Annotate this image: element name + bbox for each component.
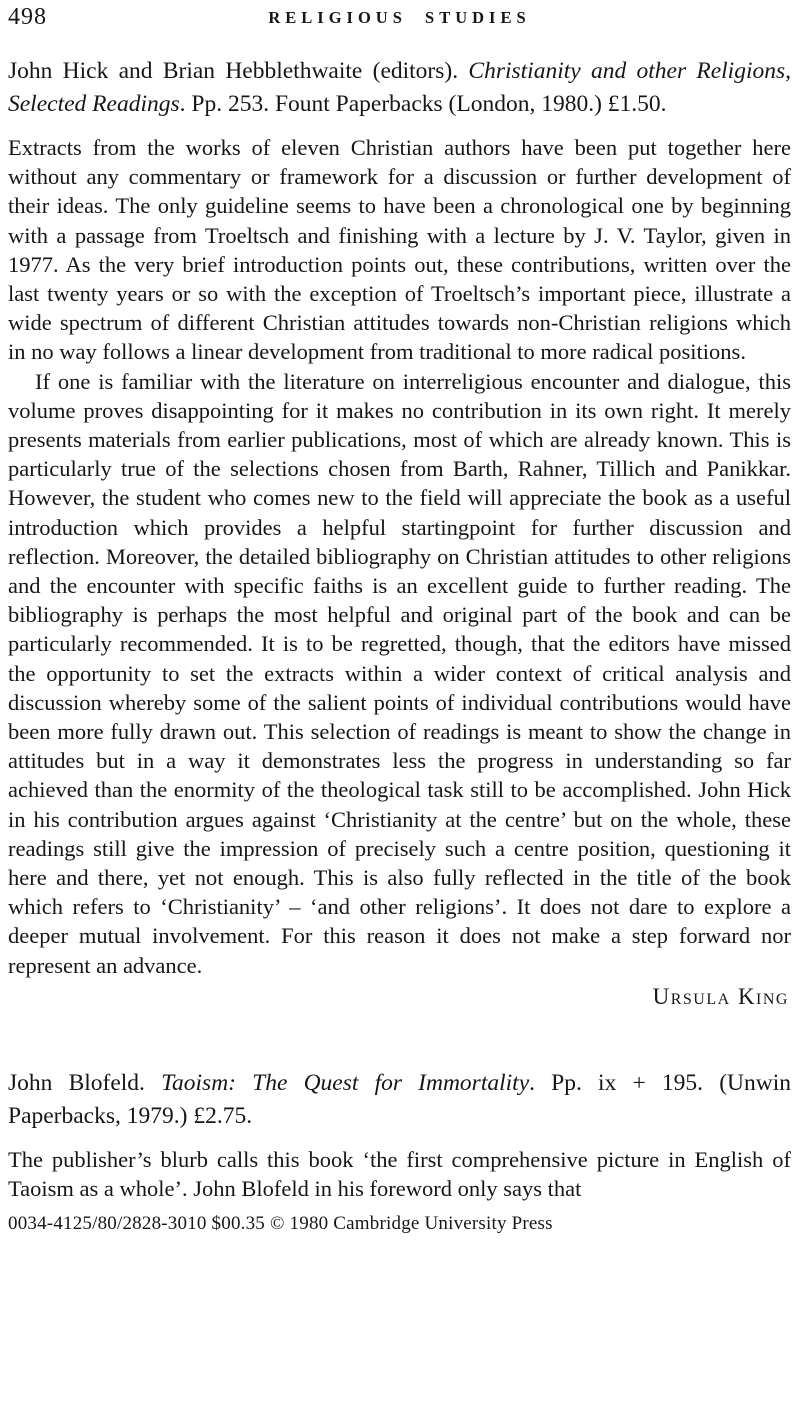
reviewer-signature: Ursula King (652, 983, 789, 1009)
review1-paragraph-1: Extracts from the works of eleven Christian authors have been put together here without any commentary or framework for a discussion or further development of their ideas. The only guideline seems to have been a chronological one by beginning with a passage from Troeltsch and finishing with a lecture by J. V. Taylor, given in 1977. As the very brief introduction points out, these contributions, written over the last twenty years or so with the exception of Troeltsch’s important piece, illustrate a wide spectrum of different Christian attitudes towards non-Christian religions which in no way follows a linear development from traditional to more radical positions. (8, 135, 791, 365)
review2-paragraph-1: The publisher’s blurb calls this book ‘the first comprehensive picture in English of Taoism as a whole’. John Blofeld in his foreword only says that (8, 1146, 791, 1202)
review1-citation-details: . Pp. 253. Fount Paperbacks (London, 1980.) £1.50. (179, 91, 667, 117)
review-taoism-quest-for-immortality (8, 1067, 791, 1203)
journal-title: RELIGIOUS STUDIES (268, 8, 531, 27)
review1-citation-authors: John Hick and Brian Hebblethwaite (editors). (8, 58, 469, 84)
review-christianity-and-other-religions (8, 55, 791, 1011)
review2-citation-authors: John Blofeld. (8, 1069, 162, 1096)
running-head (8, 4, 791, 30)
review2-citation-details: . Pp. ix + 195. (Unwin Paperbacks, 1979.) £2.75. (8, 1069, 792, 1129)
review2-citation-title: Taoism: The Quest for Immortality (161, 1069, 530, 1096)
review2-citation (8, 1067, 791, 1133)
page-number: 498 (8, 4, 47, 30)
review1-citation (8, 55, 791, 121)
copyright-imprint-line: 0034-4125/80/2828-3010 $00.35 © 1980 Cambridge University Press (8, 1213, 553, 1235)
review1-citation-title: Christianity and other Religions, Selected Readings (8, 58, 792, 117)
review1-paragraph-2: If one is familiar with the literature on interreligious encounter and dialogue, this volume proves disappointing for it makes no contribution in its own right. It merely presents materials from earlier publications, most of which are already known. This is particularly true of the selections chosen from Barth, Rahner, Tillich and Panikkar. However, the student who comes new to the field will appreciate the book as a useful introduction which provides a helpful startingpoint for further discussion and reflection. Moreover, the detailed bibliography on Christian attitudes to other religions and the encounter with specific faiths is an excellent guide to further reading. The bibliography is perhaps the most helpful and original part of the book and can be particularly recommended. It is to be regretted, though, that the editors have missed the opportunity to set the extracts within a wider context of critical analysis and discussion whereby some of the salient points of individual contributions would have been more fully drawn out. This selection of readings is meant to show the change in attitudes but in a way it demonstrates less the progress in understanding so far achieved than the enormity of the theological task still to be accomplished. John Hick in his contribution argues against ‘Christianity at the centre’ but on the whole, these readings still give the impression of precisely such a centre position, questioning it here and there, yet not enough. This is also fully reflected in the title of the book which refers to ‘Christianity’ – ‘and other religions’. It does not dare to explore a deeper mutual involvement. For this reason it does not make a step forward nor represent an advance. (8, 368, 791, 978)
